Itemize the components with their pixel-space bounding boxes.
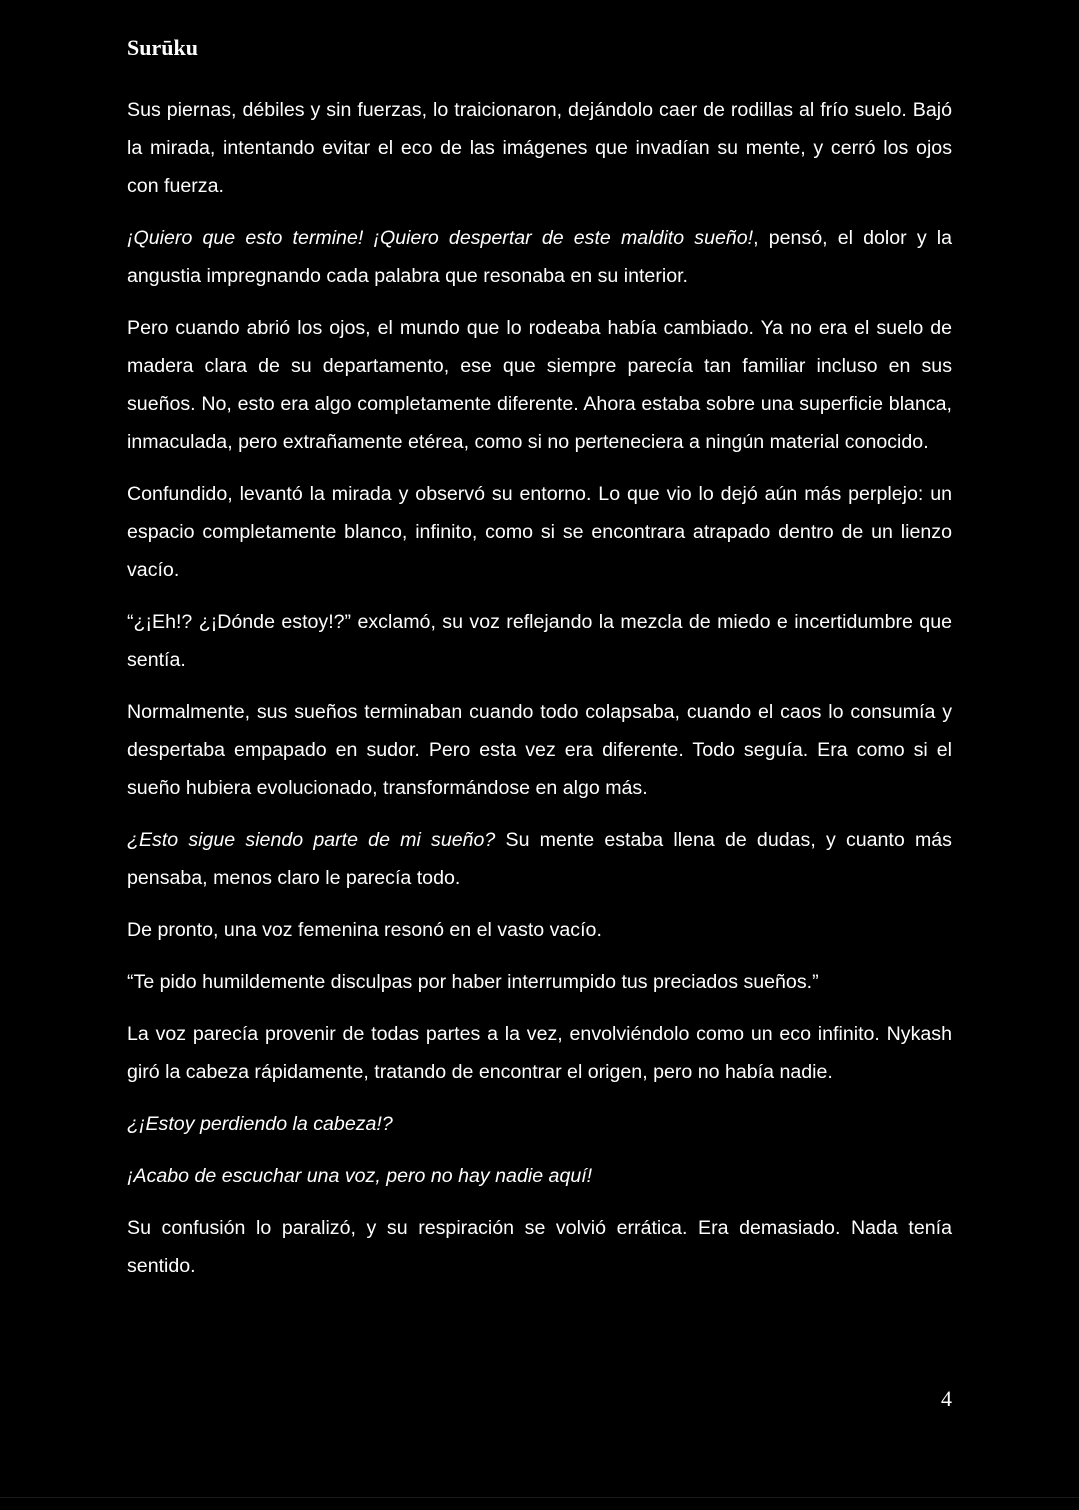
- paragraph: [127, 309, 952, 461]
- paragraph: [127, 475, 952, 589]
- paragraph: [127, 911, 952, 949]
- paragraph: [127, 603, 952, 679]
- text-span: Pero cuando abrió los ojos, el mundo que lo rodeaba había cambiado. Ya no era el suelo de madera clara de su departamento, ese que siempre parecía tan familiar incluso en sus sueños. No, esto era algo completamente diferente. Ahora estaba sobre una superficie blanca, inmaculada, pero extrañamente etérea, como si no perteneciera a ningún material conocido.: [127, 317, 952, 453]
- text-span: Normalmente, sus sueños terminaban cuando todo colapsaba, cuando el caos lo consumía y despertaba empapado en sudor. Pero esta vez era diferente. Todo seguía. Era como si el sueño hubiera evolucionado, transformándose en algo más.: [127, 701, 952, 799]
- text-span: Su confusión lo paralizó, y su respiración se volvió errática. Era demasiado. Nada tenía sentido.: [127, 1217, 952, 1277]
- paragraph: [127, 1209, 952, 1285]
- italic-thought: ¡Acabo de escuchar una voz, pero no hay nadie aquí!: [127, 1165, 593, 1187]
- paragraph: [127, 1015, 952, 1091]
- paragraph: [127, 91, 952, 205]
- italic-thought: ¿¡Estoy perdiendo la cabeza!?: [127, 1113, 393, 1135]
- text-span: Sus piernas, débiles y sin fuerzas, lo traicionaron, dejándolo caer de rodillas al frío suelo. Bajó la mirada, intentando evitar el eco de las imágenes que invadían su mente, y cerró los ojos con fuerza.: [127, 99, 952, 197]
- text-span: De pronto, una voz femenina resonó en el vasto vacío.: [127, 919, 602, 941]
- dialogue-span: “Te pido humildemente disculpas por haber interrumpido tus preciados sueños.”: [127, 971, 819, 993]
- dialogue-span: “¿¡Eh!? ¿¡Dónde estoy!?” exclamó, su voz reflejando la mezcla de miedo e incertidumbre que sentía.: [127, 611, 952, 671]
- paragraph: [127, 1105, 952, 1143]
- body-text: [127, 91, 952, 1299]
- text-span: La voz parecía provenir de todas partes a la vez, envolviéndolo como un eco infinito. Nykash giró la cabeza rápidamente, tratando de encontrar el origen, pero no había nadie.: [127, 1023, 952, 1083]
- paragraph: [127, 963, 952, 1001]
- italic-thought: ¿Esto sigue siendo parte de mi sueño?: [127, 829, 496, 851]
- paragraph: [127, 821, 952, 897]
- page-number: 4: [941, 1386, 952, 1411]
- text-span: Confundido, levantó la mirada y observó su entorno. Lo que vio lo dejó aún más perplejo: un espacio completamente blanco, infinito, como si se encontrara atrapado dentro de un lienzo vacío.: [127, 483, 952, 581]
- paragraph: [127, 1157, 952, 1195]
- text-span: , pensó, el dolor y la angustia impregnando cada palabra que resonaba en su interior.: [127, 227, 953, 287]
- paragraph: [127, 693, 952, 807]
- page-bottom-edge: [0, 1497, 1079, 1510]
- text-span: Su mente estaba llena de dudas, y cuanto más pensaba, menos claro le parecía todo.: [127, 829, 952, 889]
- paragraph: [127, 219, 952, 295]
- running-header-title: Surūku: [127, 35, 198, 60]
- italic-thought: ¡Quiero que esto termine! ¡Quiero despertar de este maldito sueño!: [127, 227, 754, 249]
